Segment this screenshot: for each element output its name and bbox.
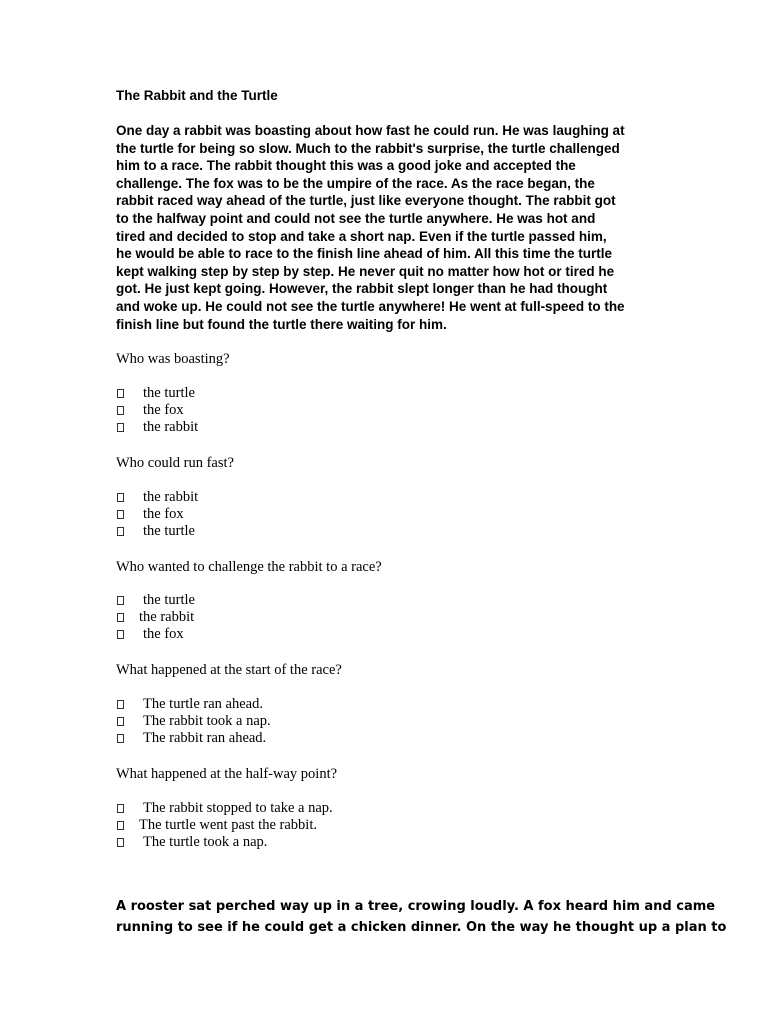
story-line: the turtle for being so slow. Much to the rabbit's surprise, the turtle challenged bbox=[116, 140, 620, 156]
story-line: challenge. The fox was to be the umpire of the race. As the race began, the bbox=[116, 175, 595, 191]
story-line: One day a rabbit was boasting about how fast he could run. He was laughing at bbox=[116, 123, 625, 138]
checkbox-icon[interactable] bbox=[117, 613, 124, 622]
story-line: him to a race. The rabbit thought this was a good joke and accepted the bbox=[116, 158, 576, 174]
option-label: The turtle ran ahead. bbox=[143, 696, 263, 712]
checkbox-icon[interactable] bbox=[117, 406, 124, 415]
story-line: tired and decided to stop and take a short nap. Even if the turtle passed him, bbox=[116, 228, 607, 244]
story-title: The Rabbit and the Turtle bbox=[116, 88, 278, 103]
checkbox-icon[interactable] bbox=[117, 821, 124, 830]
checkbox-icon[interactable] bbox=[117, 838, 124, 847]
checkbox-icon[interactable] bbox=[117, 596, 124, 605]
story-paragraph bbox=[116, 122, 676, 333]
option-label: the turtle bbox=[143, 385, 195, 401]
story-line: A rooster sat perched way up in a tree, crowing loudly. A fox heard him and came bbox=[116, 899, 716, 914]
story-line: he would be able to race to the finish line ahead of him. All this time the turtle bbox=[116, 246, 613, 262]
question-5: What happened at the half-way point? bbox=[116, 766, 338, 782]
checkbox-icon[interactable] bbox=[117, 510, 124, 519]
checkbox-icon[interactable] bbox=[117, 493, 124, 502]
option-label: The rabbit stopped to take a nap. bbox=[143, 800, 333, 816]
story-line: running to see if he could get a chicken dinner. On the way he thought up a plan to bbox=[116, 920, 727, 935]
checkbox-icon[interactable] bbox=[117, 804, 124, 813]
story-line: and woke up. He could not see the turtle anywhere! He went at full-speed to the bbox=[116, 298, 625, 314]
question-3: Who wanted to challenge the rabbit to a race? bbox=[116, 559, 382, 575]
option-label: the fox bbox=[143, 506, 184, 522]
story-line: rabbit raced way ahead of the turtle, just like everyone thought. The rabbit got bbox=[116, 193, 616, 209]
option-label: the rabbit bbox=[143, 419, 199, 435]
option-label: the rabbit bbox=[139, 609, 195, 625]
second-story-paragraph bbox=[116, 896, 727, 938]
story-line: to the halfway point and could not see the turtle anywhere. He was hot and bbox=[116, 210, 596, 226]
checkbox-icon[interactable] bbox=[117, 527, 124, 536]
option-label: the fox bbox=[143, 626, 184, 642]
option-label: the turtle bbox=[143, 592, 195, 608]
question-4: What happened at the start of the race? bbox=[116, 662, 342, 678]
checkbox-icon[interactable] bbox=[117, 717, 124, 726]
checkbox-icon[interactable] bbox=[117, 423, 124, 432]
question-1: Who was boasting? bbox=[116, 351, 230, 367]
option-label: The rabbit took a nap. bbox=[143, 713, 271, 729]
checkbox-icon[interactable] bbox=[117, 630, 124, 639]
question-2: Who could run fast? bbox=[116, 455, 234, 471]
checkbox-icon[interactable] bbox=[117, 700, 124, 709]
checkbox-icon[interactable] bbox=[117, 734, 124, 743]
story-line: got. He just kept going. However, the rabbit slept longer than he had thought bbox=[116, 281, 608, 297]
story-line: kept walking step by step by step. He never quit no matter how hot or tired he bbox=[116, 263, 615, 279]
option-label: The rabbit ran ahead. bbox=[143, 730, 267, 746]
option-label: The turtle went past the rabbit. bbox=[139, 817, 317, 833]
story-line: finish line but found the turtle there waiting for him. bbox=[116, 316, 447, 332]
option-label: The turtle took a nap. bbox=[143, 834, 268, 850]
checkbox-icon[interactable] bbox=[117, 389, 124, 398]
option-label: the turtle bbox=[143, 523, 195, 539]
option-label: the rabbit bbox=[143, 489, 199, 505]
option-label: the fox bbox=[143, 402, 184, 418]
